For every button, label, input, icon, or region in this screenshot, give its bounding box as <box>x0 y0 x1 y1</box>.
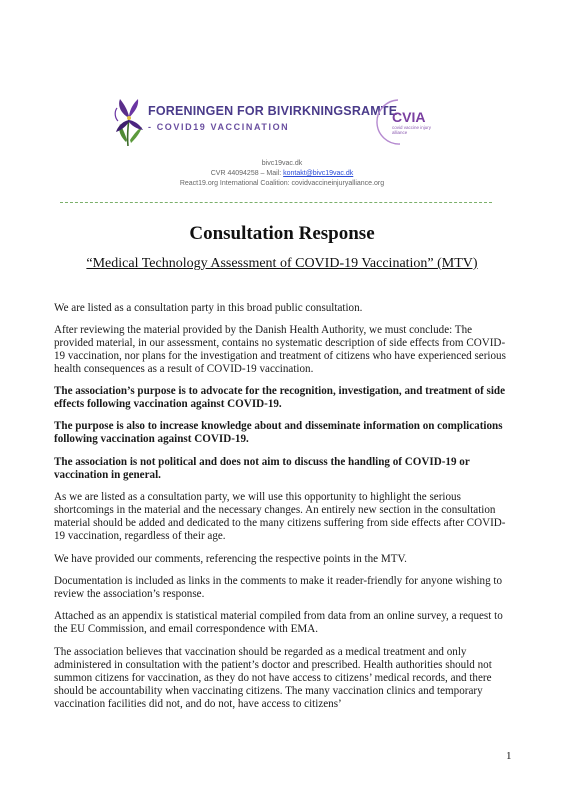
org-subtitle: - COVID19 VACCINATION <box>148 122 290 132</box>
org-name: FORENINGEN FOR BIVIRKNINGSRAMTE <box>148 104 398 118</box>
cvia-logo-text: CVIA <box>392 109 426 125</box>
website-line: bivc19vac.dk <box>261 160 303 167</box>
email-link[interactable]: kontakt@bivc19vac.dk <box>283 170 354 177</box>
paragraph: The purpose is also to increase knowledge about and disseminate information on complications following vaccination against COVID-19. <box>54 420 503 445</box>
iris-flower-icon <box>112 96 146 146</box>
cvr-text: CVR 44094258 – Mail: <box>210 170 284 177</box>
cvr-line <box>0 170 564 177</box>
paragraph: After reviewing the material provided by the Danish Health Authority, we must conclude: The provided material, in our assessment, contains no systematic description of side effects from COVID-19 vaccination, nor plans for the investigation and treatment of citizens who have experienced serious health consequences as a result of COVID-19 vaccination. <box>54 324 506 375</box>
paragraph: Attached as an appendix is statistical material compiled from data from an online survey, a request to the EU Commission, and email correspondence with EMA. <box>54 610 503 635</box>
coalition-line: React19.org International Coalition: covidvaccineinjuryalliance.org <box>179 180 385 187</box>
cvia-tagline: covid vaccine injury alliance <box>392 125 432 135</box>
paragraph: We have provided our comments, referencing the respective points in the MTV. <box>54 553 407 565</box>
header-divider <box>60 202 492 203</box>
cvia-logo <box>370 97 432 147</box>
paragraph: The association is not political and does not aim to discuss the handling of COVID-19 or vaccination in general. <box>54 456 470 481</box>
paragraph: We are listed as a consultation party in this broad public consultation. <box>54 302 363 314</box>
paragraph: Documentation is included as links in the comments to make it reader-friendly for anyone wishing to review the association’s response. <box>54 575 503 600</box>
document-subtitle: “Medical Technology Assessment of COVID-19 Vaccination” (MTV) <box>86 256 478 271</box>
paragraph: As we are listed as a consultation party, we will use this opportunity to highlight the serious shortcomings in the material and the necessary changes. An entirely new section in the consultation material should be added and dedicated to the many citizens suffering from side effects after COVID-19 vaccination, regardless of their age. <box>54 491 506 542</box>
paragraph: The association’s purpose is to advocate for the recognition, investigation, and treatment of side effects following vaccination against COVID-19. <box>54 385 506 410</box>
document-title: Consultation Response <box>189 223 375 244</box>
page-number: 1 <box>506 750 512 762</box>
paragraph: The association believes that vaccination should be regarded as a medical treatment and only administered in consultation with the patient’s doctor and prescribed. Health authorities should not summon citizens for vaccination, as they do not have access to citizens’ medical records, and there should be accountability when vaccinating citizens. The many vaccination clinics and temporary vaccination facilities did not, and do not, have access to citizens’ <box>54 646 492 710</box>
